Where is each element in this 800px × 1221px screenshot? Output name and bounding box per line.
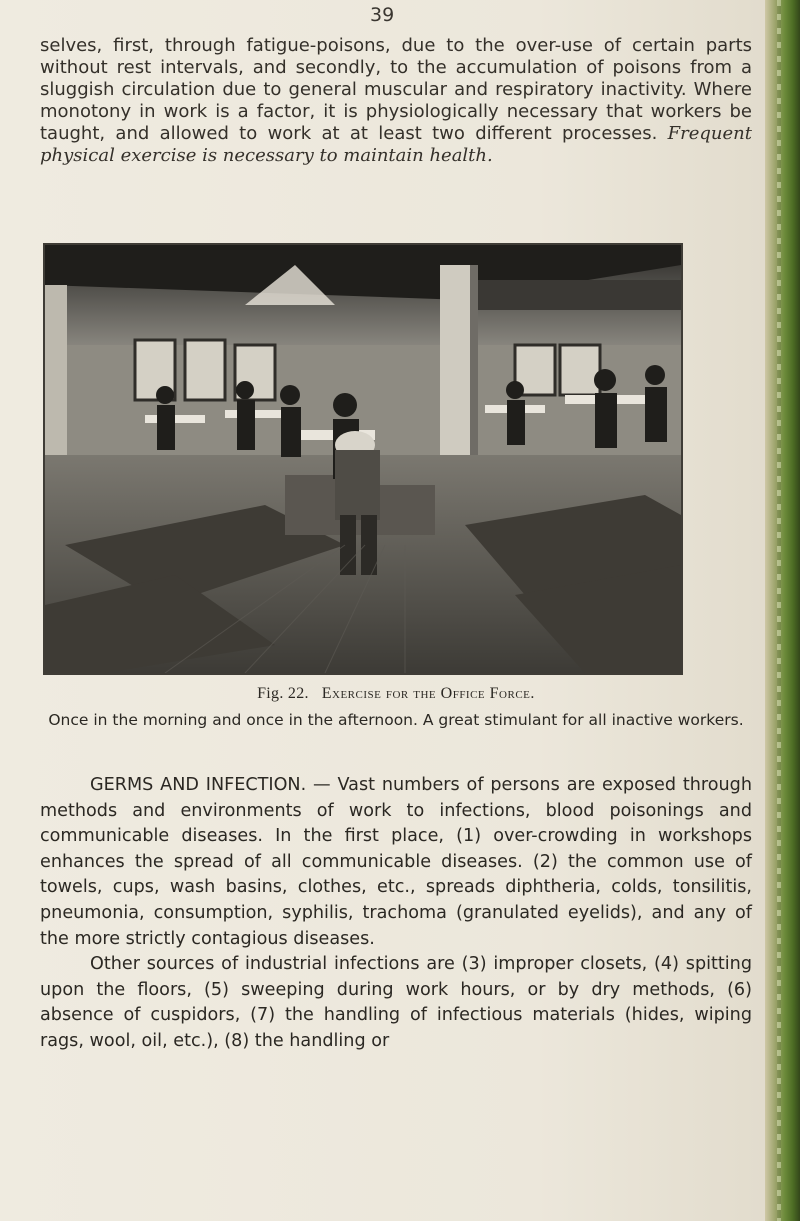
figure-caption xyxy=(40,685,752,703)
figure-subcaption: Once in the morning and once in the afternoon. A great stimulant for all inactive workers. xyxy=(48,711,744,729)
top-paragraph xyxy=(40,35,752,167)
section-paragraph-1-text: Vast numbers of persons are exposed through methods and environments of work to infections, blood poisonings and communicable diseases. In the first place, (1) over-crowding in workshops enhances the spread of all communicable diseases. (2) the common use of towels, cups, wash basins, clothes, etc., spreads diphtheria, colds, tonsilitis, pneumonia, consumption, syphilis, trachoma (granulated eyelids), and any of the more strictly contagious diseases. xyxy=(40,775,752,949)
top-paragraph-text: selves, first, through fatigue-poisons, due to the over-use of certain parts without rest intervals, and secondly, to the accumulation of poisons from a sluggish circulation due to general muscular and respiratory inactivity. Where monotony in work is a factor, it is physiologically necessary that workers be taught, and allowed to work at at least two different processes. xyxy=(40,35,752,144)
section-dash: — xyxy=(306,775,338,795)
section-body xyxy=(40,773,752,1055)
page-number: 39 xyxy=(370,4,395,26)
section-paragraph-2: Other sources of industrial infections are (3) improper closets, (4) spitting upon the floors, (5) sweeping during work hours, or by dry methods, (6) absence of cuspidors, (7) the handling of infectious materials (hides, wiping rags, wool, oil, etc.), (8) the handling or xyxy=(40,954,752,1051)
figure-photo xyxy=(43,243,683,675)
book-spine-edge xyxy=(765,0,800,1221)
figure-title: Exercise for the Office Force. xyxy=(321,685,535,702)
figure-label: Fig. 22. xyxy=(257,685,309,702)
section-paragraph-1 xyxy=(40,773,752,952)
office-exercise-photo xyxy=(45,245,681,673)
top-paragraph-italic: Frequent physical exercise is necessary to maintain health. xyxy=(40,123,752,166)
section-heading: GERMS AND INFECTION. xyxy=(90,775,307,795)
